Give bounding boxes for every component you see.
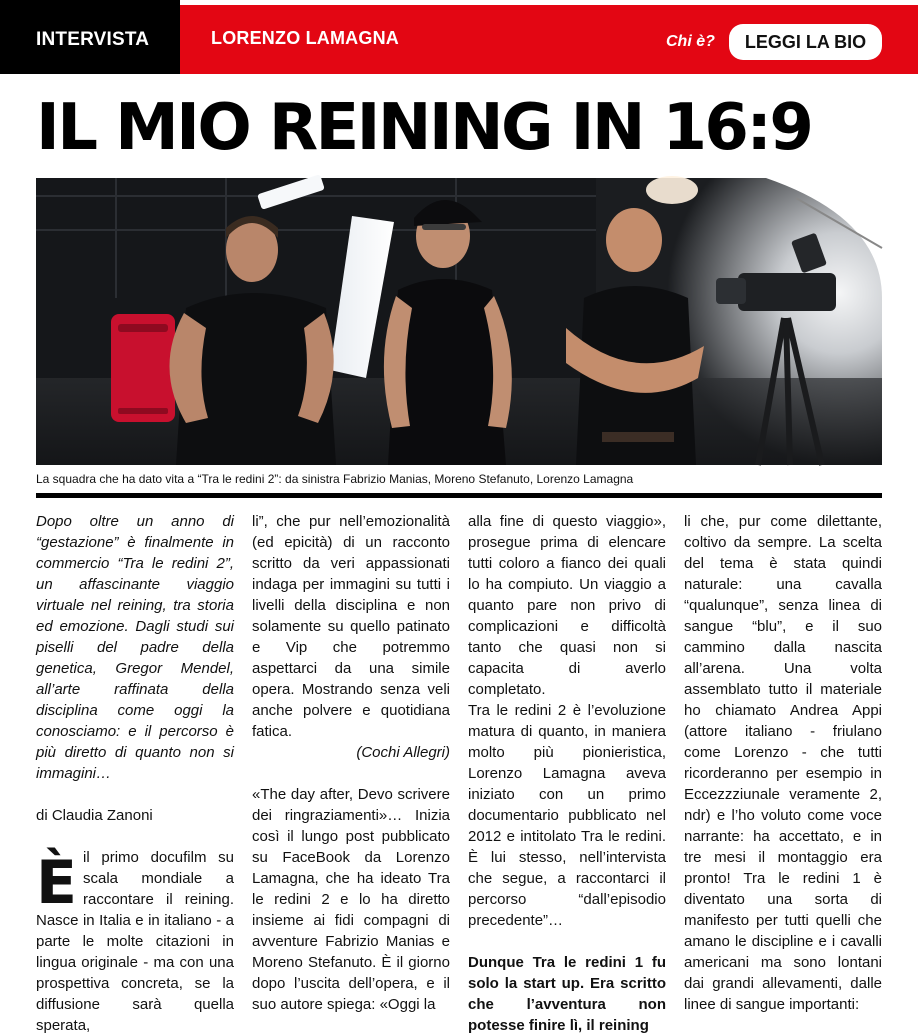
- interview-question: Dunque Tra le redini 1 fu solo la start up. Era scritto che l’avventura non potesse finire lì, il reining: [468, 954, 666, 1034]
- col3-paragraph-1: alla fine di questo viaggio», prosegue prima di elencare tutti coloro a fianco dei quali lo ha compiuto. Un viaggio a quanto pare non privo di complicazioni e difficoltà tanto che quasi non si capacita di averlo completato.: [468, 513, 666, 698]
- column-1: [36, 511, 234, 1036]
- col3-paragraph-2: Tra le redini 2 è l’evoluzione matura di quanto, in maniera molto più pionieristica, Lorenzo Lamagna aveva iniziato con un primo documentario pubblicato nel 2012 e intitolato Tra le redini. È lui stesso, nell’intervista che segue, a raccontarci il percorso “dall’episodio precedente”…: [468, 702, 666, 929]
- read-bio-button[interactable]: LEGGI LA BIO: [729, 24, 882, 60]
- intro-paragraph: Dopo oltre un anno di “gestazione” è finalmente in commercio “Tra le redini 2”, un affascinante viaggio virtuale nel reining, tra storia ed emozione. Dagli studi sui piselli del padre della genetica, Gregor Mendel, all’arte raffinata della disciplina come oggi la conosciamo: e il percorso è più diretto di quanto non si immagini…: [36, 513, 234, 782]
- quote-attribution: (Cochi Allegri): [356, 744, 450, 761]
- col4-paragraph-1: li che, pur come dilettante, coltivo da sempre. La scelta del tema è stata quindi naturale: una cavalla “qualunque”, senza linea di sangue “blu”, e il suo cammino dalla nascita all’arena. Una volta assemblato tutto il materiale ho chiamato Andrea Appi (attore italiano - friulano come Lorenzo - che tutti ricorderanno per esempio in Eccezzziunale veramente 2, ndr) e l’ho voluto come voce narrante: ha accettato, e in tre mesi il montaggio era pronto! Tra le redini 1 è diventato una sorta di manifesto per tutti quelli che amano le discipline e i cavalli americani ma sono lontani dai grandi allevamenti, dalle linee di sangue importanti:: [684, 513, 882, 1013]
- photo-caption: La squadra che ha dato vita a “Tra le redini 2”: da sinistra Fabrizio Manias, Moreno Stefanuto, Lorenzo Lamagna: [36, 472, 634, 486]
- lead-text: il primo docufilm su scala mondiale a raccontare il reining. Nasce in Italia e in italiano - a parte le molte citazioni in lingua originale - ma con una prospettiva concreta, se la diffusione sarà quella sperata,: [36, 849, 234, 1034]
- section-label: INTERVISTA: [0, 0, 180, 74]
- team-photo: [36, 178, 882, 465]
- header-bar: [0, 0, 918, 74]
- column-3: [468, 511, 666, 1036]
- divider-rule: [36, 493, 882, 498]
- column-4: [684, 511, 882, 1015]
- col2-paragraph-1: li”, che pur nell’emozionalità (ed epicità) di un racconto scritto da veri appassionati indaga per immagini su tutti i livelli della disciplina e non solamente su quello patinato e Vip che potremmo aspettarci da una simile opera. Mostrando senza veli anche polvere e quotidiana fatica.: [252, 513, 450, 740]
- column-2: [252, 511, 450, 1015]
- lead-paragraph: [36, 847, 234, 1036]
- drop-cap: È: [36, 848, 77, 918]
- headline: IL MIO REINING IN 16:9: [36, 91, 812, 165]
- byline: di Claudia Zanoni: [36, 807, 153, 824]
- col2-paragraph-2: «The day after, Devo scrivere dei ringraziamenti»… Inizia così il lungo post pubblicato su FaceBook da Lorenzo Lamagna, che ha ideato Tra le redini 2 e lo ha diretto insieme ai fidi compagni di avventure Fabrizio Manias e Moreno Stefanuto. È il giorno dopo l’uscita dell’opera, e il suo autore spiega: «Oggi la: [252, 786, 450, 1013]
- interviewee-name: LORENZO LAMAGNA: [211, 28, 399, 48]
- who-label: Chi è?: [666, 33, 715, 50]
